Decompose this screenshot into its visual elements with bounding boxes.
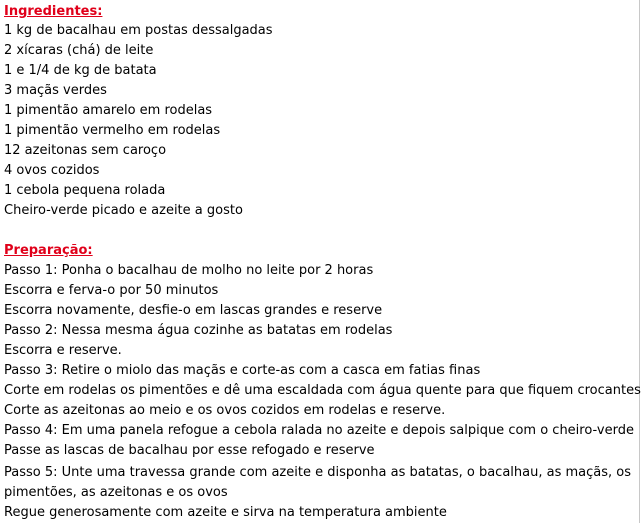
preparation-step: Escorra e reserve. [4, 343, 122, 358]
ingredient-item: 1 cebola pequena rolada [4, 183, 166, 198]
preparation-step: Corte as azeitonas ao meio e os ovos cozidos em rodelas e reserve. [4, 403, 446, 418]
ingredient-item: 2 xícaras (chá) de leite [4, 43, 154, 58]
ingredient-item: 12 azeitonas sem caroço [4, 143, 167, 158]
ingredient-item: 3 maçãs verdes [4, 83, 107, 98]
ingredient-item: 1 pimentão amarelo em rodelas [4, 103, 213, 118]
ingredient-item: Cheiro-verde picado e azeite a gosto [4, 203, 243, 218]
preparation-step: Escorra e ferva-o por 50 minutos [4, 283, 219, 298]
ingredient-item: 4 ovos cozidos [4, 163, 100, 178]
ingredients-heading: Ingredientes: [4, 4, 103, 19]
ingredient-item: 1 pimentão vermelho em rodelas [4, 123, 221, 138]
preparation-heading: Preparação: [4, 243, 93, 258]
preparation-step: Regue generosamente com azeite e sirva na temperatura ambiente [4, 505, 447, 520]
ingredient-item: 1 kg de bacalhau em postas dessalgadas [4, 23, 273, 38]
preparation-step: Escorra novamente, desfie-o em lascas grandes e reserve [4, 303, 383, 318]
preparation-step: Corte em rodelas os pimentões e dê uma escaldada com água quente para que fiquem crocantes [4, 383, 641, 398]
preparation-step: Passo 4: Em uma panela refogue a cebola ralada no azeite e depois salpique com o cheiro-verde [4, 423, 634, 438]
preparation-step: Passo 1: Ponha o bacalhau de molho no leite por 2 horas [4, 263, 374, 278]
preparation-step: Passo 5: Unte uma travessa grande com azeite e disponha as batatas, o bacalhau, as maçãs, os [4, 465, 631, 480]
ingredient-item: 1 e 1/4 de kg de batata [4, 63, 157, 78]
preparation-step: Passo 3: Retire o miolo das maçãs e corte-as com a casca em fatias finas [4, 363, 481, 378]
preparation-step: pimentões, as azeitonas e os ovos [4, 485, 228, 500]
preparation-step: Passe as lascas de bacalhau por esse refogado e reserve [4, 443, 375, 458]
preparation-step: Passo 2: Nessa mesma água cozinhe as batatas em rodelas [4, 323, 393, 338]
